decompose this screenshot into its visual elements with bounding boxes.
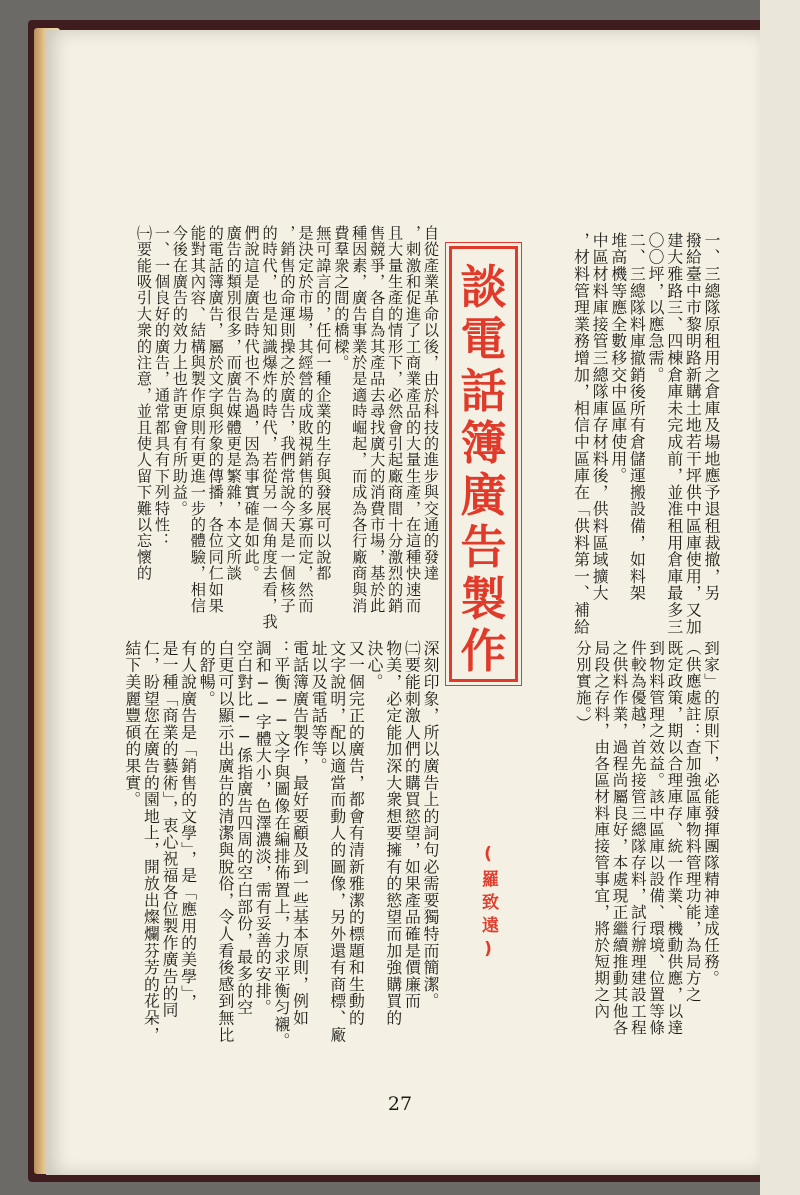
title-char: 作 xyxy=(460,624,507,678)
text-column: 的時代，也是知識爆炸的時代，若從另一個角度去看，我 xyxy=(260,225,279,630)
text-column: 局段之存料，由各區材料庫接管事宜，將於短期之內 xyxy=(592,640,611,1020)
text-column: 是一種「商業的藝術」，衷心祝福各位製作廣告的同 xyxy=(160,640,180,1019)
text-column: 到家」的原則下，必能發揮團隊精神達成任務。 xyxy=(702,640,720,987)
text-column: 件較為優越，首先接管三總隊存料，試行辦理建設工程 xyxy=(628,640,647,1036)
lower-right-text-block xyxy=(540,640,720,1040)
text-column: 址以及電話等等。 xyxy=(309,640,329,775)
text-column: 的電話簿廣告，屬於文字與形象的傳播，各位同仁如果 xyxy=(206,225,225,614)
text-column: 又一個完正的廣告，都會有清新雅潔的標題和生動的 xyxy=(346,640,366,1027)
text-column: 費羣衆之間的橋樑。 xyxy=(332,225,351,371)
text-column: ，材料管理業務增加，相信中區庫在「供料第一、補給 xyxy=(571,232,591,636)
title-char: 告 xyxy=(460,520,507,574)
text-column: ㈡要能刺激人們的購買慾望，如果產品確是價廉而 xyxy=(402,640,422,1010)
article-title-box xyxy=(449,246,518,682)
text-column: 仁，盼望您在廣告的園地上，開放出燦爛芬芳的花朵， xyxy=(141,640,161,1044)
title-char: 廣 xyxy=(460,468,507,522)
adjacent-page-strip xyxy=(760,0,800,1195)
text-column: 〇〇坪，以應急需。 xyxy=(646,232,666,384)
text-column: ：平衡──文字與圖像在編排佈置上，力求平衡匀襯。 xyxy=(271,640,291,1050)
text-column: 種因素，廣告事業於是適時崛起，而成為各行廠商與消 xyxy=(350,225,369,614)
text-column: 且大量生產的情形下，必然會引起廠商間十分激烈的銷 xyxy=(386,225,405,614)
title-char: 電 xyxy=(460,312,507,366)
text-column: 售競爭，各自為其產品去尋找廣大的消費市場，基於此 xyxy=(368,225,387,614)
title-char: 製 xyxy=(460,572,507,626)
lower-left-text-block xyxy=(84,640,439,1050)
text-column: 二、三總隊料庫撤銷後所有倉儲運搬設備，如料架 xyxy=(627,232,647,602)
text-column: 的舒暢。 xyxy=(197,640,217,708)
text-column: 有人說廣告是「銷售的文學」，是「應用的美學」， xyxy=(178,640,198,1011)
text-column: 撥給臺中市黎明路新購土地若干坪供中區庫使用，又加 xyxy=(683,232,703,636)
text-column: 無可諱言的，任何一種企業的生存與發展可以說都 xyxy=(314,225,333,582)
title-char: 簿 xyxy=(460,416,507,470)
text-column: 電話簿廣告製作，最好要顧及到一些基本原則，例如 xyxy=(290,640,310,1027)
text-column: 深刻印象，所以廣告上的詞句必需要獨特而簡潔。 xyxy=(421,640,440,1010)
text-column: 決心。 xyxy=(365,640,385,691)
text-column: 是決定於市場，其經營的成敗視銷售的多寡而定，然而 xyxy=(296,225,315,614)
text-column: 之供料作業，過程尚屬良好，本處現正繼續推動其他各 xyxy=(610,640,629,1036)
upper-right-text-block xyxy=(540,232,720,637)
text-column: 結下美麗豐碩的果實。 xyxy=(122,640,142,808)
text-column: 堆高機等應全數移交中區庫使用。 xyxy=(608,232,628,484)
text-column: 廣告的類別很多，而廣告媒體更是繁雜，本文所談 xyxy=(224,225,243,582)
text-column: 分別實施。） xyxy=(573,640,592,732)
text-column: 調和──字體大小，色澤濃淡，需有妥善的安排。 xyxy=(253,640,273,1016)
text-column: ，銷售的命運則操之於廣告，我們常說今天是一個核子 xyxy=(278,225,297,614)
text-column: 到物料管理之效益。該中區庫以設備、環境、位置等條 xyxy=(647,640,666,1036)
text-column: 空白對比──係指廣告四周的空白部份，最多的空 xyxy=(234,640,254,1016)
text-column: 建大雅路三、四棟倉庫未完成前，並准租用倉庫最多三 xyxy=(664,232,684,636)
text-column: 今後在廣告的效力上也許更會有所助益。 xyxy=(170,225,189,517)
author-byline: (羅致遠) xyxy=(478,844,498,965)
text-column: ，刺激和促進了工商業產品的大量生產，在這種快速而 xyxy=(404,225,423,614)
text-column: 物美，必定能加深大衆想要擁有的慾望而加強購買的 xyxy=(383,640,403,1027)
page-number: 27 xyxy=(387,1093,413,1115)
text-column: 白更可以顯示出廣告的清潔與脫俗，令人看後感到無比 xyxy=(215,640,235,1044)
text-column: 既定政策，期以合理庫存、統一作業、機動供應，以達 xyxy=(665,640,684,1036)
text-column: ㈠要能吸引大衆的注意，並且使人留下難以忘懷的 xyxy=(135,225,153,582)
upper-left-text-block xyxy=(84,225,439,635)
text-column: （供應處註：查加強區庫物料管理功能，為局方之 xyxy=(683,640,702,1003)
title-char: 談 xyxy=(460,260,507,314)
text-column: 中區材料庫接管三總隊庫存材料後，供料區域擴大 xyxy=(590,232,610,602)
text-column: 能對其內容、結構與製作原則有更進一步的體驗，相信 xyxy=(188,225,207,614)
text-column: 們說這是廣告時代也不為過，因為事實確是如此。 xyxy=(242,225,261,582)
title-char: 話 xyxy=(460,364,507,418)
text-column: 一、三總隊原租用之倉庫及場地應予退租裁撤，另 xyxy=(702,232,721,602)
text-column: 一、一個良好的廣告，通常都具有下列特性： xyxy=(152,225,171,549)
text-column: 自從產業革命以後，由於科技的進步與交通的發達 xyxy=(422,225,440,582)
text-column: 文字說明，配以適當而動人的圖像，另外還有商標、廠 xyxy=(327,640,347,1044)
